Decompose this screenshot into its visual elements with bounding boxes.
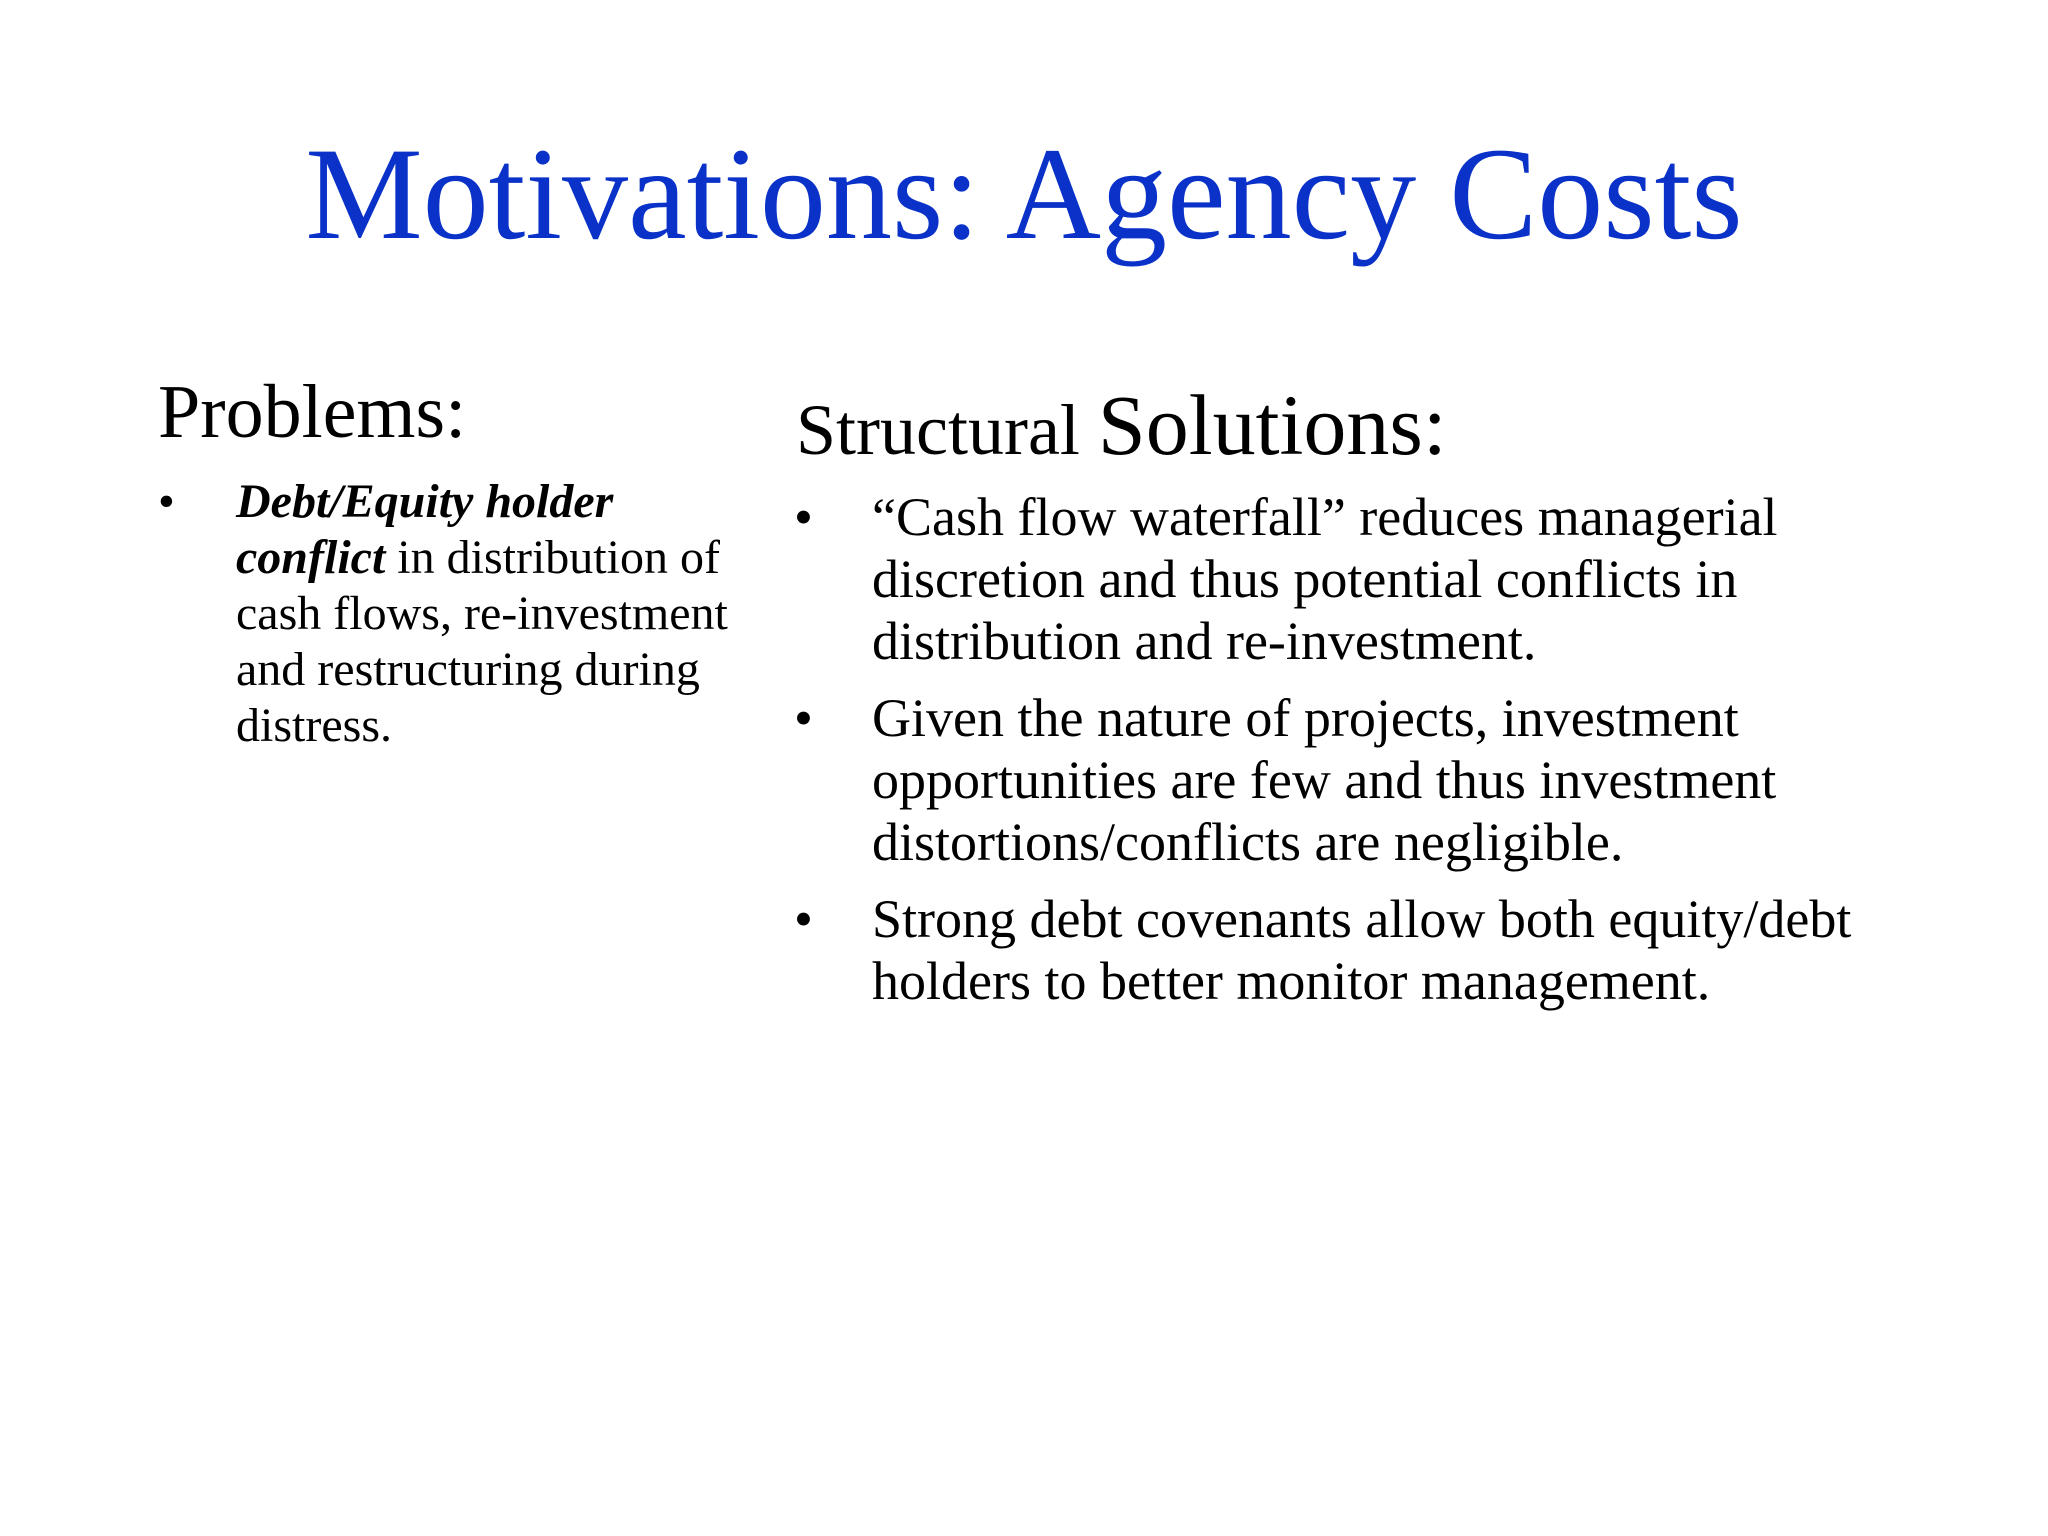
solutions-list	[794, 486, 1952, 1027]
problem-emphasis-continued: conflict	[236, 531, 386, 584]
solutions-heading-main: Solutions:	[1097, 377, 1447, 473]
solution-text: Given the nature of projects, investment opportunities are few and thus investment distortions/conflicts are negligible.	[872, 688, 1777, 872]
bullet-icon: •	[158, 475, 175, 528]
slide-title: Motivations: Agency Costs	[305, 120, 1743, 267]
problem-text: in distribution of cash flows, re-investment and restructuring during distress.	[236, 531, 728, 752]
bullet-icon: •	[794, 487, 813, 547]
bullet-icon: •	[794, 688, 813, 748]
problem-item	[158, 474, 736, 754]
solutions-heading	[796, 377, 1447, 473]
problems-list	[158, 474, 736, 754]
solution-item	[794, 687, 1952, 873]
bullet-icon: •	[794, 889, 813, 949]
solution-item	[794, 486, 1952, 672]
solutions-heading-prefix: Structural	[796, 390, 1098, 470]
solution-item	[794, 888, 1952, 1012]
problem-emphasis: Debt/Equity holder	[236, 475, 614, 528]
solution-text: Strong debt covenants allow both equity/debt holders to better monitor management.	[872, 889, 1852, 1011]
solution-text: “Cash flow waterfall” reduces managerial discretion and thus potential conflicts in distribution and re-investment.	[872, 487, 1778, 671]
problems-heading: Problems:	[158, 370, 467, 454]
